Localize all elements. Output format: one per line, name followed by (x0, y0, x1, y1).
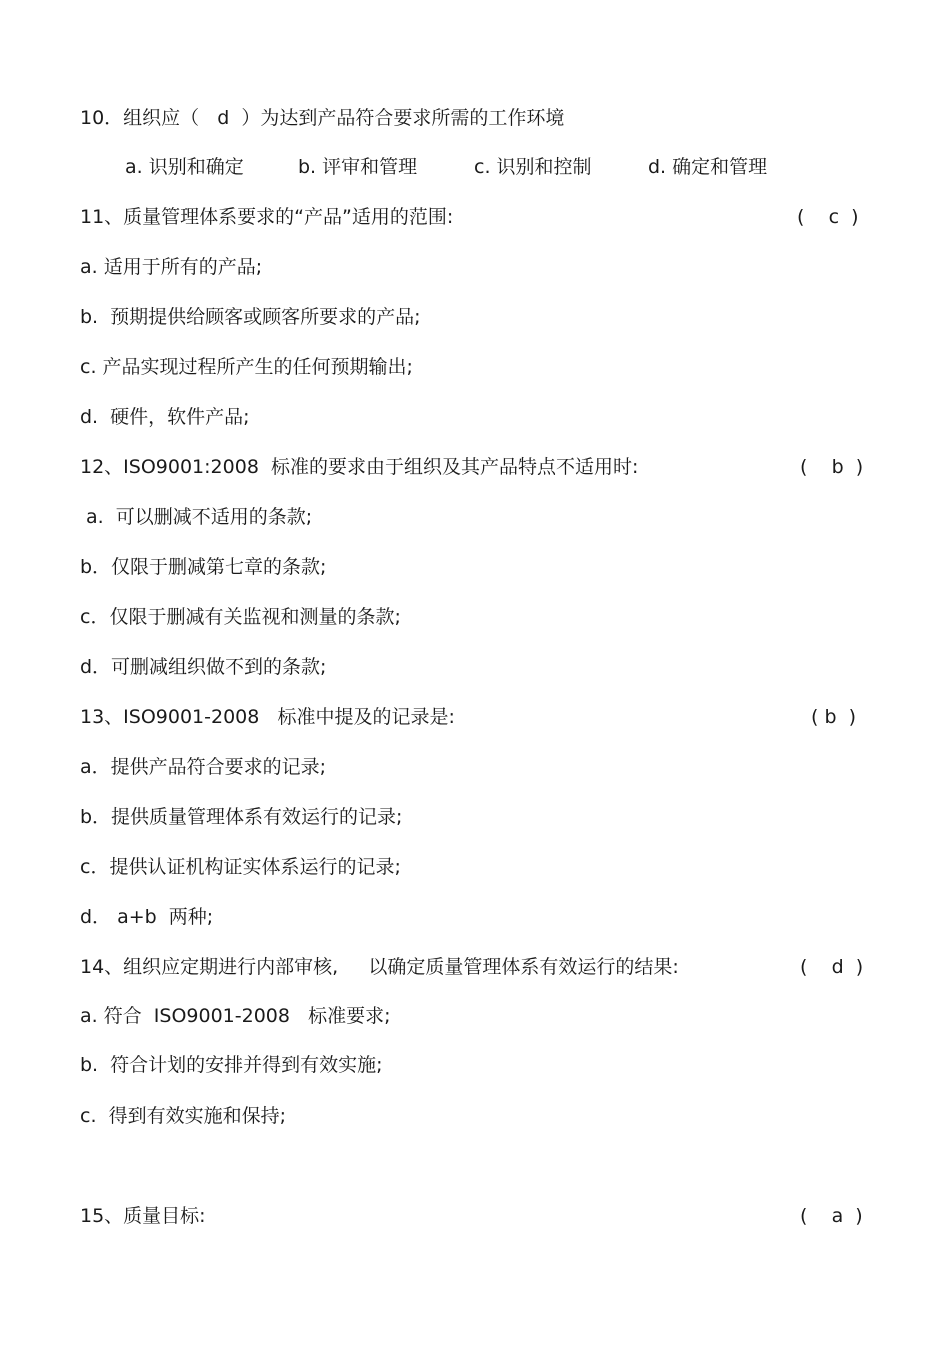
q10-option-a: a. 识别和确定 (125, 156, 244, 178)
q13-stem: 13、ISO9001-2008 标准中提及的记录是: (80, 706, 455, 728)
q12-option-c: c．仅限于删减有关监视和测量的条款; (80, 606, 401, 628)
q13-answer: ( b ) (811, 706, 857, 728)
q14-option-c: c. 得到有效实施和保持; (80, 1105, 286, 1127)
q13-option-d: d． a+b 两种; (80, 906, 214, 928)
q12-stem: 12、ISO9001:2008 标准的要求由于组织及其产品特点不适用时: (80, 456, 639, 478)
q10-option-c: c. 识别和控制 (474, 156, 592, 178)
q11-option-a: a. 适用于所有的产品; (80, 256, 263, 278)
q13-option-a: a．提供产品符合要求的记录; (80, 756, 327, 778)
q11-option-c: c. 产品实现过程所产生的任何预期输出; (80, 356, 413, 378)
q12-answer: ( b ) (800, 456, 864, 478)
q10-option-d: d. 确定和管理 (648, 156, 768, 178)
q13-option-c: c．提供认证机构证实体系运行的记录; (80, 856, 401, 878)
q14-option-a: a. 符合 ISO9001-2008 标准要求; (80, 1005, 391, 1027)
q11-option-b: b. 预期提供给顾客或顾客所要求的产品; (80, 306, 421, 328)
q10-option-b: b. 评审和管理 (298, 156, 418, 178)
q13-option-b: b．提供质量管理体系有效运行的记录; (80, 806, 403, 828)
q14-stem: 14、组织应定期进行内部审核, 以确定质量管理体系有效运行的结果: (80, 956, 679, 978)
q14-option-b: b. 符合计划的安排并得到有效实施; (80, 1054, 383, 1076)
q11-option-d: d. 硬件，软件产品; (80, 406, 250, 428)
q14-answer: ( d ) (800, 956, 864, 978)
q12-option-a: a. 可以删减不适用的条款; (80, 506, 313, 528)
q11-answer: ( c ) (797, 206, 859, 228)
q15-answer: ( a ) (800, 1205, 863, 1227)
q15-stem: 15、质量目标: (80, 1205, 206, 1227)
q11-stem: 11、质量管理体系要求的“产品”适用的范围: (80, 206, 454, 228)
q10-stem: 10．组织应（ d ）为达到产品符合要求所需的工作环境 (80, 107, 565, 129)
q12-option-d: d．可删减组织做不到的条款; (80, 656, 327, 678)
q12-option-b: b．仅限于删减第七章的条款; (80, 556, 327, 578)
